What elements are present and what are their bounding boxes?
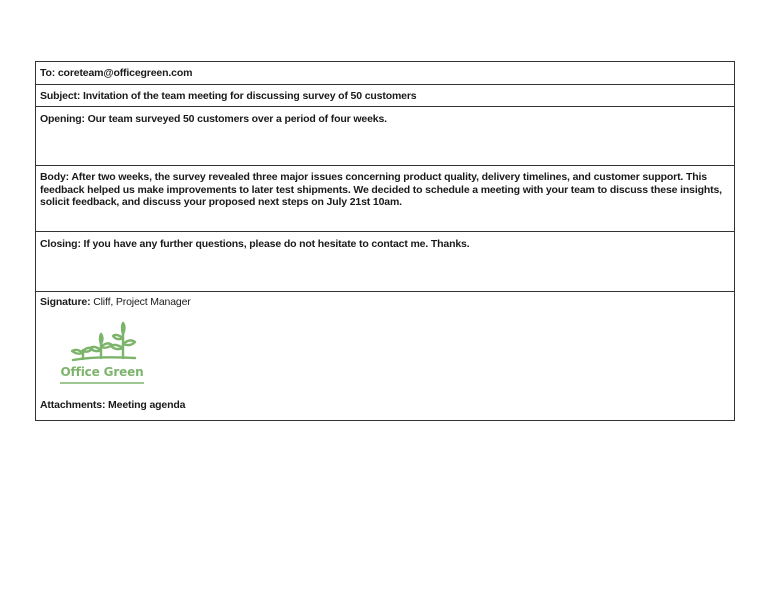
closing-row bbox=[36, 232, 734, 292]
body-text: Body: After two weeks, the survey revealed three major issues concerning product quality, delivery timelines, and customer support. This feedback helped us make improvements to later test shipments. We decided to schedule a meeting with your team to discuss these insights, solicit feedback, and discuss your proposed next steps on July 21st 10am. bbox=[40, 171, 722, 208]
email-template-table bbox=[35, 61, 735, 421]
attachments-field: Attachments: Meeting agenda bbox=[40, 399, 186, 411]
subject-field: Subject: Invitation of the team meeting for discussing survey of 50 customers bbox=[40, 90, 417, 102]
signature-name: Cliff, Project Manager bbox=[90, 296, 191, 308]
to-field: To: coreteam@officegreen.com bbox=[40, 67, 193, 79]
to-row bbox=[36, 62, 734, 85]
opening-row bbox=[36, 107, 734, 166]
closing-text: Closing: If you have any further questions, please do not hesitate to contact me. Thanks. bbox=[40, 238, 470, 250]
signature-label: Signature: bbox=[40, 296, 91, 308]
body-row bbox=[36, 166, 734, 232]
logo-text: Office Green bbox=[60, 365, 144, 379]
opening-text: Opening: Our team surveyed 50 customers over a period of four weeks. bbox=[40, 113, 387, 125]
office-green-logo bbox=[57, 320, 147, 386]
signature-row bbox=[36, 292, 734, 420]
subject-row bbox=[36, 85, 734, 107]
